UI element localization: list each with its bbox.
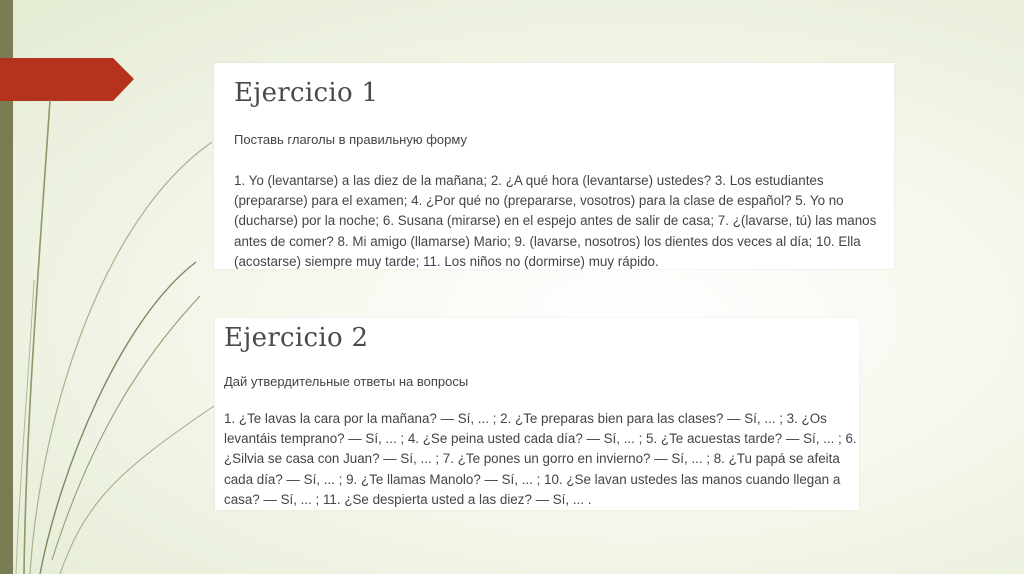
exercise-2-card <box>215 318 859 510</box>
exercise-2-instruction: Дай утвердительные ответы на вопросы <box>224 374 469 389</box>
exercise-1-title: Ejercicio 1 <box>234 78 379 108</box>
exercise-1-card <box>214 63 894 269</box>
exercise-2-title: Ejercicio 2 <box>224 323 369 353</box>
decorative-swoosh <box>0 0 230 574</box>
exercise-1-text: 1. Yo (levantarse) a las diez de la mañana; 2. ¿A qué hora (levantarse) ustedes? 3. Los estudiantes (prepararse) para el examen; 4. ¿Por qué no (prepararse, vosotros) para la clase de español? 5. Yo no (ducharse) por la noche; 6. Susana (mirarse) en el espejo antes de salir de casa; 7. ¿(lavarse, tú) las manos antes de comer? 8. Mi amigo (llamarse) Mario; 9. (lavarse, nosotros) los dientes dos veces al día; 10. Ella (acostarse) siempre muy tarde; 11. Los niños no (dormirse) muy rápido. <box>234 173 877 269</box>
exercise-2-text: 1. ¿Te lavas la cara por la mañana? — Sí, ... ; 2. ¿Te preparas bien para las clases? — Sí, ... ; 3. ¿Os levantáis temprano? — Sí, ... ; 4. ¿Se peina usted cada día? — Sí, ... ; 5. ¿Te acuestas tarde? — Sí, ... ; 6. ¿Silvia se casa con Juan? — Sí, ... ; 7. ¿Te pones un gorro en invierno? — Sí, ... ; 8. ¿Tu papá se afeita cada día? — Sí, ... ; 9. ¿Te llamas Manolo? — Sí, ... ; 10. ¿Se lavan ustedes las manos cuando llegan a casa? — Sí, ... ; 11. ¿Se despierta usted a las diez? — Sí, ... . <box>224 411 857 507</box>
exercise-1-instruction: Поставь глаголы в правильную форму <box>234 132 467 147</box>
